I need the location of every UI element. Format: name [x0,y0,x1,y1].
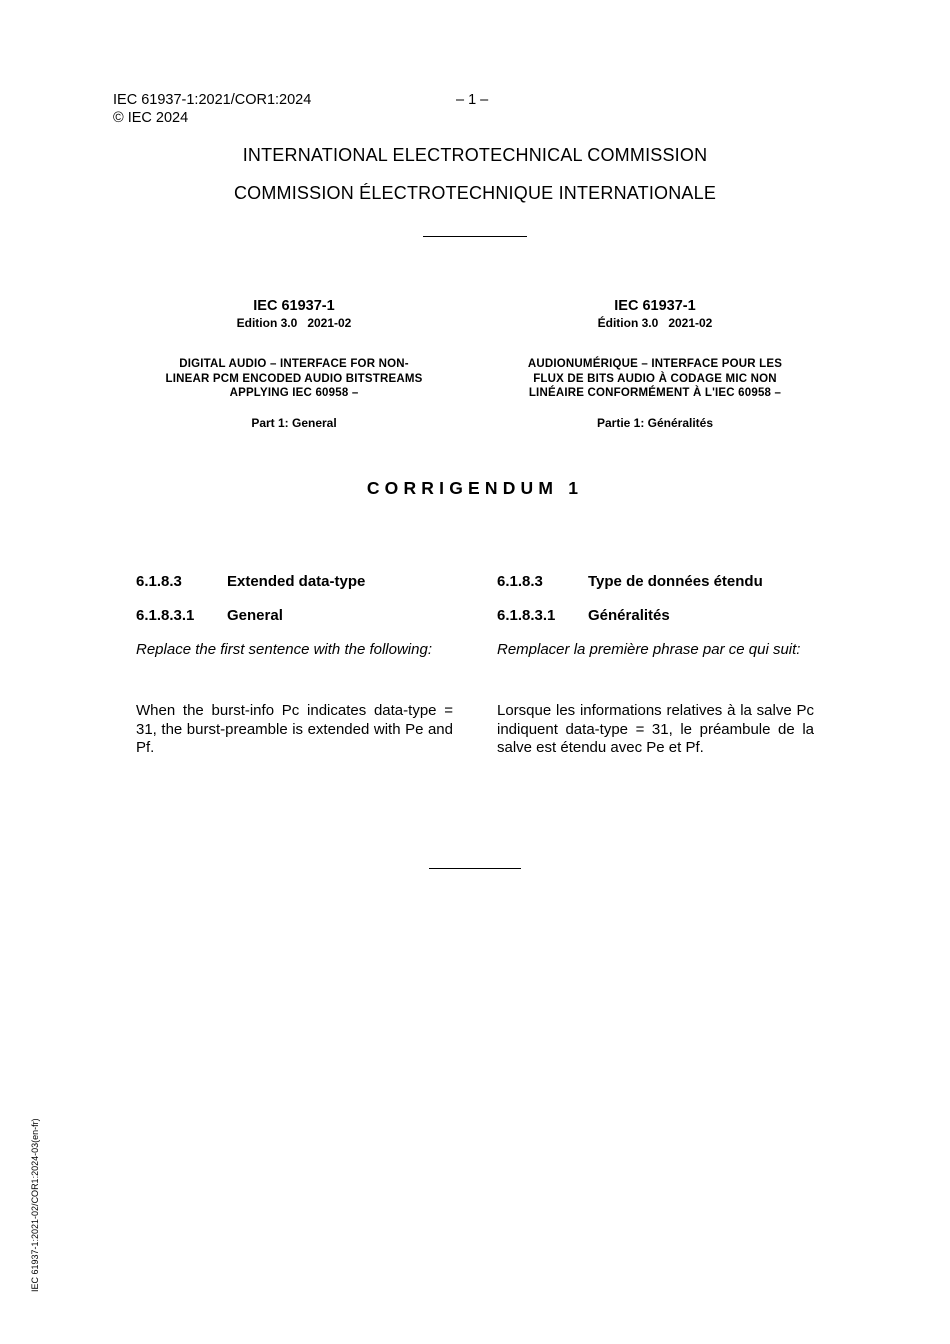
org-name-french: COMMISSION ÉLECTROTECHNIQUE INTERNATIONALE [233,183,717,203]
edition-line: Édition 3.0 2021-02 [597,316,713,330]
header-divider [423,236,527,237]
standard-number: IEC 61937-1 [253,298,335,314]
corrigendum-title: CORRIGENDUM 1 [366,478,584,498]
header-copyright: © IEC 2024 [113,110,189,126]
standard-title [485,357,825,401]
body-text-french: Lorsque les informations relatives à la salve Pc indiquent data-type = 31, le préambule de la salve est étendu avec Pe et Pf. [497,702,814,756]
title-line: LINEAR PCM ENCODED AUDIO BITSTREAMS [165,372,423,385]
side-document-reference: IEC 61937-1:2021-02/COR1:2024-03(en-fr) [30,1118,40,1292]
part-title: Part 1: General [251,415,337,430]
page-number: – 1 – [456,92,489,108]
standard-number: IEC 61937-1 [614,298,696,314]
subsection-heading-english [136,607,283,625]
title-line: AUDIONUMÉRIQUE – INTERFACE POUR LES [527,358,783,370]
instruction-english: Replace the first sentence with the following: [136,641,432,658]
part-title: Partie 1: Généralités [596,415,714,430]
section-number: 6.1.8.3 [136,573,182,590]
subsection-number: 6.1.8.3.1 [136,607,195,624]
title-line: LINÉAIRE CONFORMÉMENT À L'IEC 60958 – [528,387,782,399]
subsection-title: General [227,607,283,624]
section-number: 6.1.8.3 [497,573,543,590]
subsection-title: Généralités [588,607,670,624]
title-line: FLUX DE BITS AUDIO À CODAGE MIC NON [533,372,777,385]
title-line: DIGITAL AUDIO – INTERFACE FOR NON- [179,358,409,370]
standard-title [124,357,464,401]
header-reference: IEC 61937-1:2021/COR1:2024 [113,92,312,108]
standard-block-english [124,297,464,431]
section-title: Type de données étendu [588,573,763,590]
org-name-english: INTERNATIONAL ELECTROTECHNICAL COMMISSION [242,145,708,165]
subsection-heading-french [497,607,670,625]
instruction-french: Remplacer la première phrase par ce qui suit: [497,641,801,658]
section-heading-english [136,573,365,591]
standard-block-french [485,297,825,431]
section-heading-french [497,573,763,591]
title-line: APPLYING IEC 60958 – [229,387,359,399]
body-text-english: When the burst-info Pc indicates data-type = 31, the burst-preamble is extended with Pe and Pf. [136,702,453,756]
section-title: Extended data-type [227,573,366,590]
subsection-number: 6.1.8.3.1 [497,607,556,624]
edition-line: Edition 3.0 2021-02 [236,316,352,330]
end-divider [429,868,521,869]
